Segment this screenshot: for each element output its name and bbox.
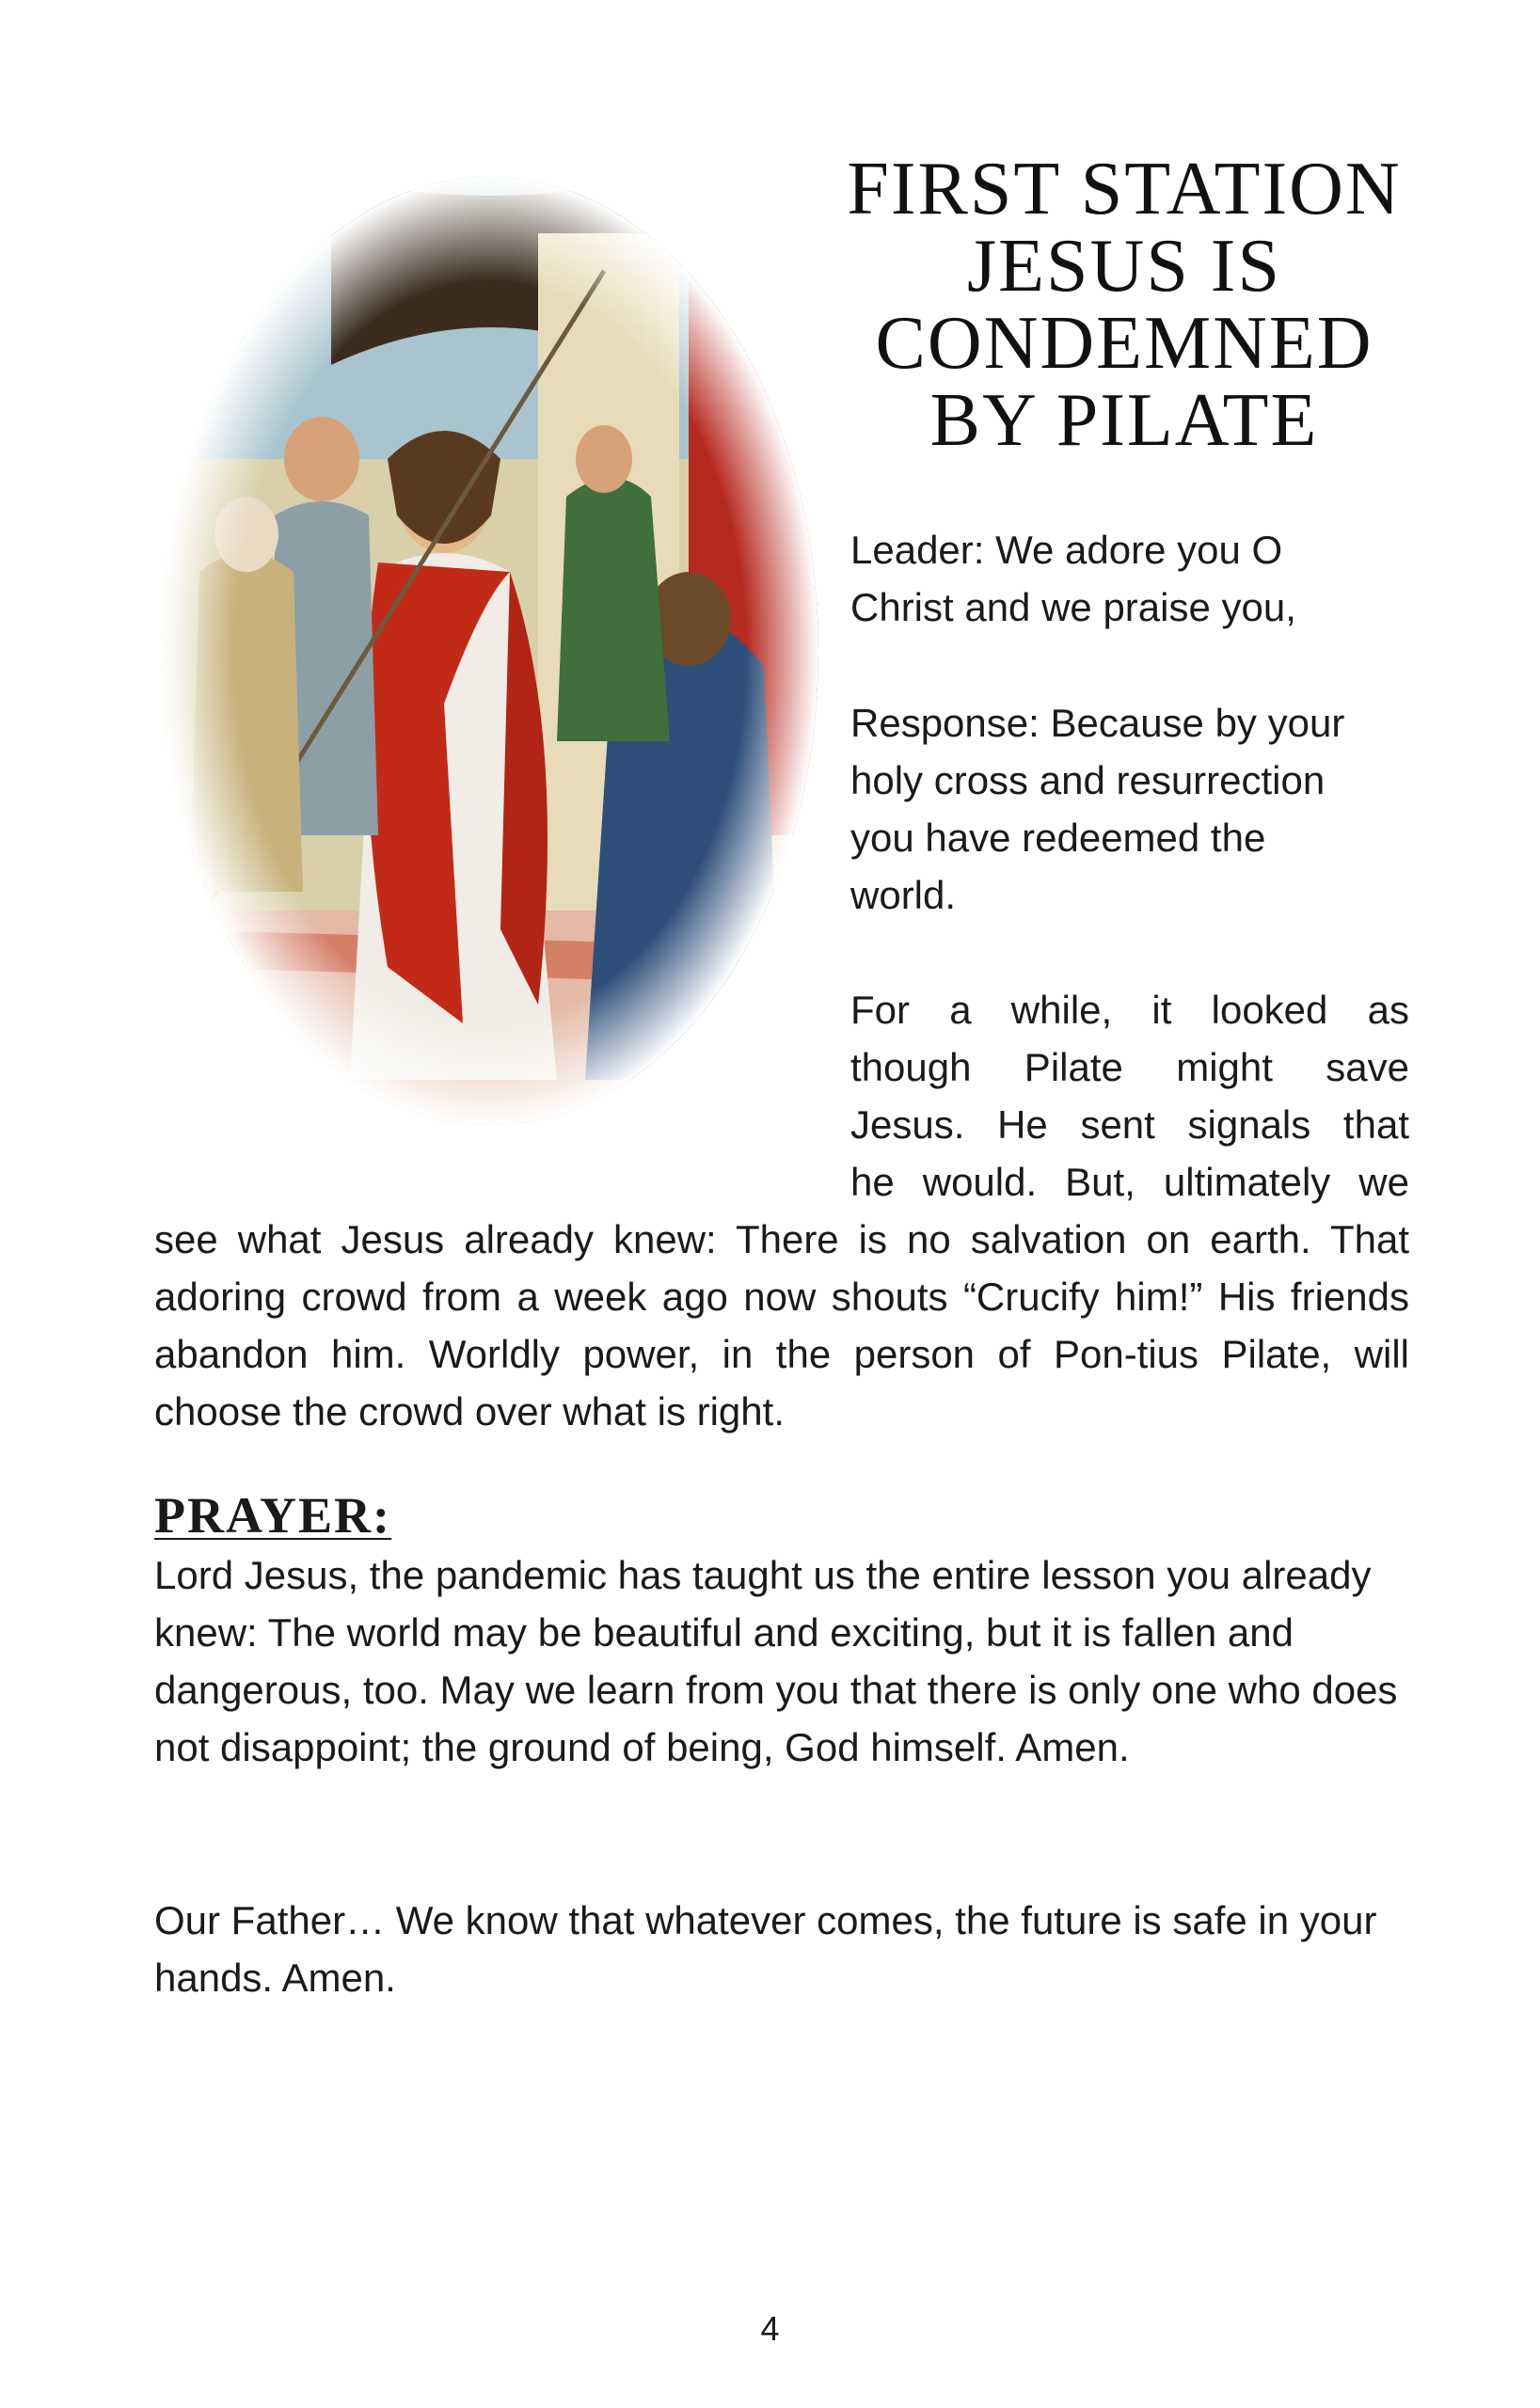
title-line: BY PILATE (929, 379, 1319, 462)
text-line: For a while, it looked as (850, 988, 1409, 1032)
text-line: he would. But, ultimately we (850, 1160, 1409, 1204)
text-line: Leader: We adore you O (850, 528, 1283, 572)
closing-text: Our Father… We know that whatever comes, the future is safe in your hands. Amen. (154, 1898, 1377, 2000)
leader-text (850, 521, 1409, 636)
title-line: CONDEMNED (875, 302, 1373, 385)
closing-paragraph (154, 1892, 1409, 2006)
text-line: Jesus. He sent signals that (850, 1102, 1409, 1147)
text-line: Response: Because by your (850, 701, 1345, 745)
prayer-paragraph (154, 1546, 1409, 1776)
reflection-wrapped (850, 981, 1409, 1211)
response-text (850, 694, 1409, 924)
text-line: you have redeemed the (850, 816, 1266, 860)
page-number: 4 (760, 2309, 780, 2348)
text-line: holy cross and resurrection (850, 758, 1326, 802)
prayer-heading: PRAYER: (154, 1487, 392, 1544)
title-line: JESUS IS (967, 225, 1281, 308)
oval-illustration-icon (162, 177, 818, 1125)
text-line: Christ and we praise you, (850, 585, 1296, 629)
reflection-text: see what Jesus already knew: There is no salvation on earth. That adoring crowd from a week ago now shouts “Crucify him!” His friends abandon him. Worldly power, in the person of Pon-tius Pilate, will choose the crowd over what is right. (154, 1217, 1409, 1434)
text-line: though Pilate might save (850, 1045, 1409, 1089)
text-line: world. (850, 873, 957, 917)
station-illustration (162, 177, 818, 1125)
station-title (842, 148, 1406, 462)
title-line: FIRST STATION (847, 148, 1402, 230)
prayer-text: Lord Jesus, the pandemic has taught us the entire lesson you already knew: The world may be beautiful and exciting, but it is fallen and dangerous, too. May we learn from you that there is only one who does not disappoint; the ground of being, God himself. Amen. (154, 1553, 1398, 1769)
reflection-paragraph (154, 1211, 1409, 1440)
